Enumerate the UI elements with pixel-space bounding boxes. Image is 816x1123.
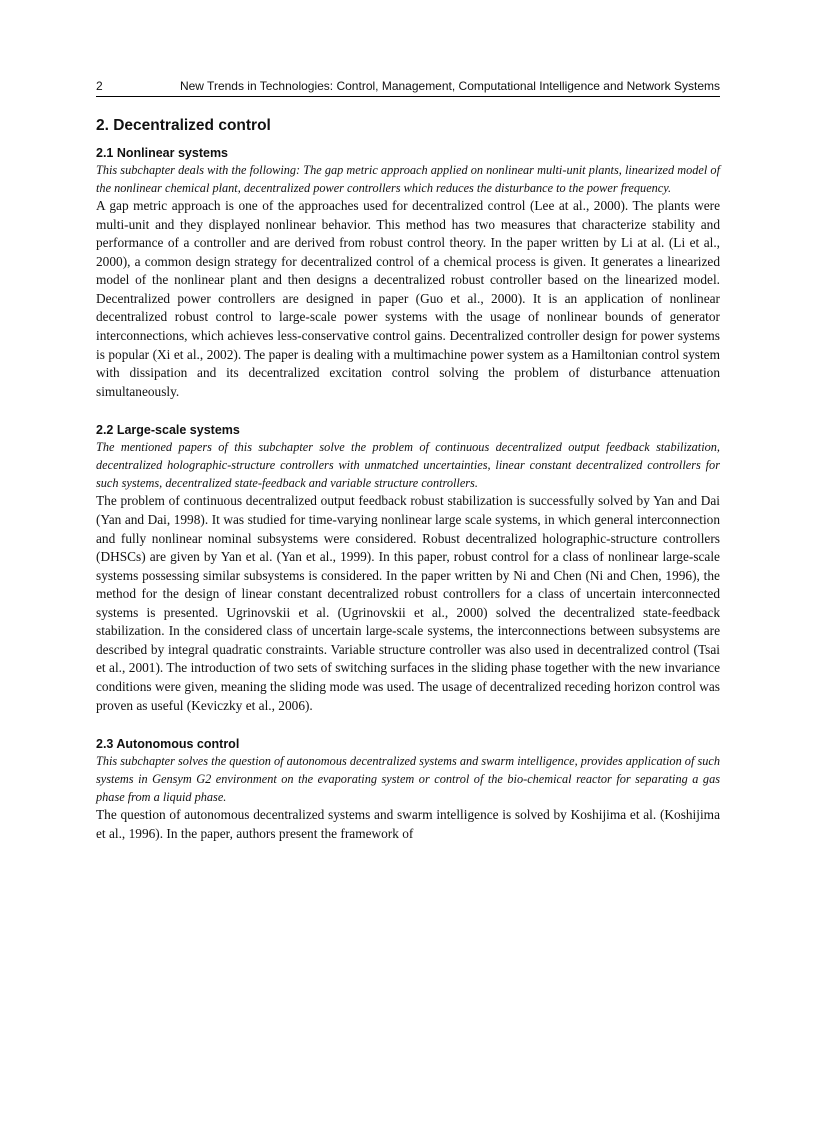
subsection-body: The problem of continuous decentralized output feedback robust stabilization is successfully solved by Yan and Dai (Yan and Dai, 1998). It was studied for time-varying nonlinear large scale systems, in which general interconnection and fully nonlinear nominal subsystems were considered. Robust decentralized holographic-structure controllers (DHSCs) are given by Yan et al. (Yan et al., 1999). In this paper, robust control for a class of nonlinear large-scale systems possessing similar subsystems is considered. In the paper written by Ni and Chen (Ni and Chen, 1996), the method for the design of linear constant decentralized robust controllers for a class of uncertain interconnected systems is presented. Ugrinovskii et al. (Ugrinovskii et al., 2000) solved the decentralized state-feedback stabilization. In the considered class of uncertain large-scale systems, the interconnections between subsystems are described by integral quadratic constraints. Variable structure controller was also used in decentralized control (Tsai et al., 2001). The introduction of two sets of switching surfaces in the sliding phase together with the new invariance conditions were given, meaning the sliding mode was used. The usage of decentralized receding horizon control was proven as useful (Keviczky et al., 2006).	[96, 493, 720, 713]
subsection-body: The question of autonomous decentralized systems and swarm intelligence is solved by Koshijima et al. (Koshijima et al., 1996). In the paper, authors present the framework of	[96, 807, 720, 841]
book-title: New Trends in Technologies: Control, Management, Computational Intelligence and Network Systems	[179, 79, 720, 93]
running-header	[96, 78, 720, 97]
subsection-heading: 2.2 Large-scale systems	[96, 423, 240, 438]
subsection-abstract: This subchapter deals with the following: The gap metric approach applied on nonlinear multi-unit plants, linearized model of the nonlinear chemical plant, decentralized power controllers which reduces the disturbance to the power frequency.	[96, 163, 720, 196]
subsection-abstract: The mentioned papers of this subchapter solve the problem of continuous decentralized output feedback stabilization, decentralized holographic-structure controllers with unmatched uncertainties, linear constant decentralized controllers for such systems, decentralized state-feedback and variable structure controllers.	[96, 440, 720, 491]
subsection-body: A gap metric approach is one of the approaches used for decentralized control (Lee at al., 2000). The plants were multi-unit and they displayed nonlinear behavior. This method has two measures that characterize stability and performance of a controller and are derived from robust control theory. In the paper written by Li at al. (Li et al., 2000), a common design strategy for decentralized control of a chemical process is given. It generates a linearized model of the nonlinear plant and then designs a decentralized robust controller based on the linearized model. Decentralized power controllers are designed in paper (Guo et al., 2000). It is an application of nonlinear decentralized robust control to large-scale power systems with the usage of nonlinear bounds of generator interconnections, which achieves less-conservative control gains. Decentralized controller design for power systems is popular (Xi et al., 2002). The paper is dealing with a multimachine power system as a Hamiltonian control system with dissipation and its decentralized excitation control solving the problem of disturbance attenuation simultaneously.	[96, 198, 720, 399]
page	[96, 78, 720, 843]
subsection-heading: 2.3 Autonomous control	[96, 737, 240, 752]
section-title: 2. Decentralized control	[96, 117, 271, 134]
subsection-abstract: This subchapter solves the question of autonomous decentralized systems and swarm intelligence, provides application of such systems in Gensym G2 environment on the evaporating system or control of the bio-chemical reactor for separating a gas phase from a liquid phase.	[96, 754, 720, 805]
subsection-nonlinear-systems	[96, 145, 720, 401]
subsection-large-scale-systems	[96, 422, 720, 715]
subsection-heading: 2.1 Nonlinear systems	[96, 146, 229, 160]
page-number: 2	[96, 79, 103, 93]
subsection-autonomous-control	[96, 736, 720, 843]
